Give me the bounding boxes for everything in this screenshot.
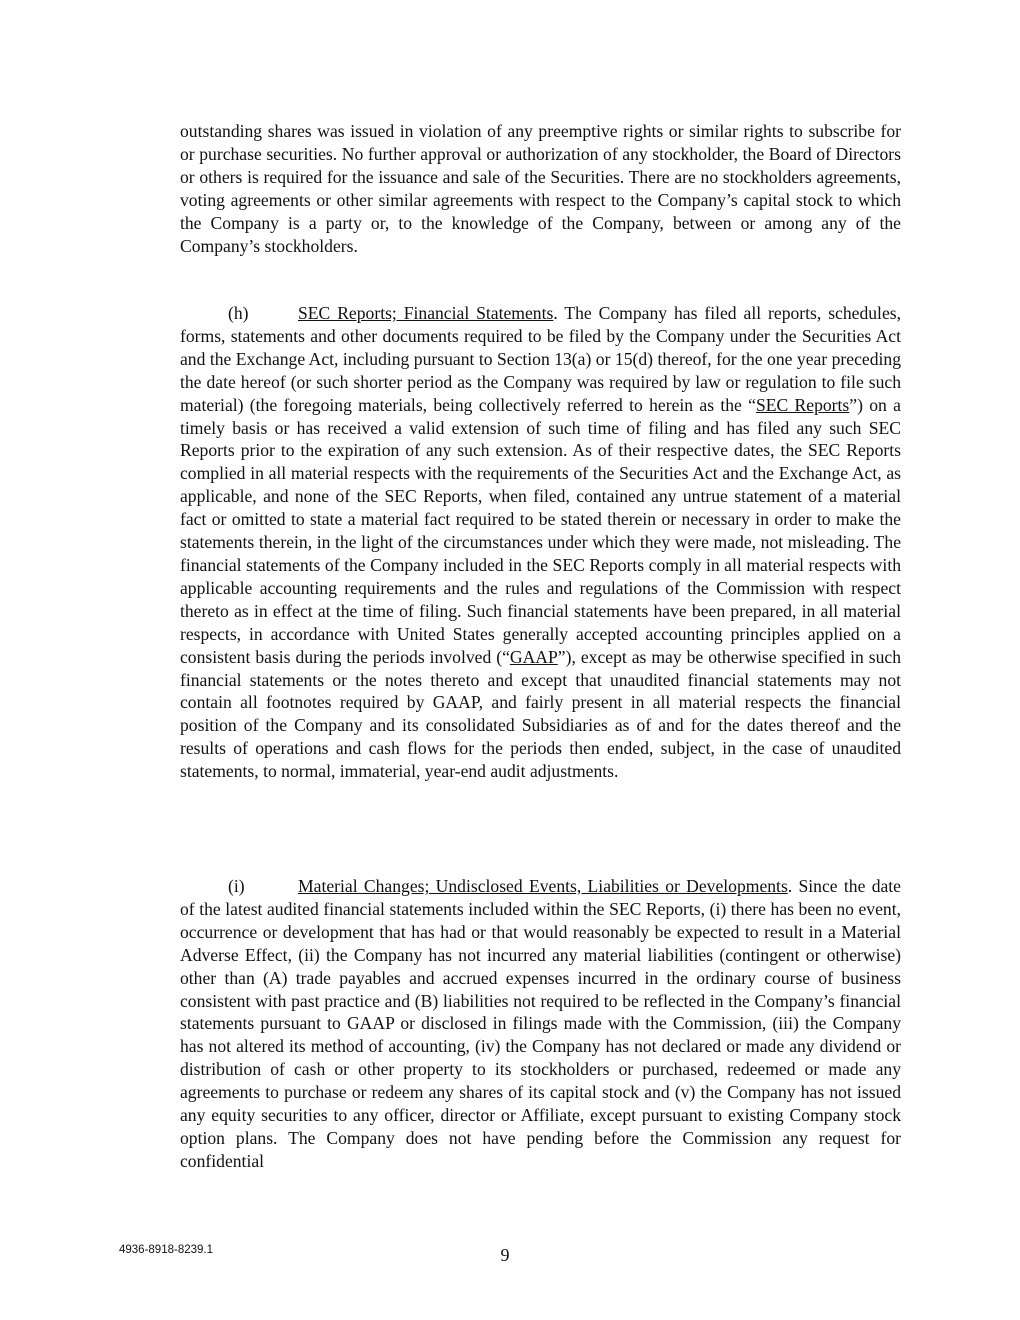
- paragraph-text: outstanding shares was issued in violation of any preemptive rights or similar rights to subscribe for or purchase securities. No further approval or authorization of any stockholder, the Board of Directors or others is required for the issuance and sale of the Securities. There are no stockholders agreements, voting agreements or other similar agreements with respect to the Company’s capital stock to which the Company is a party or, to the knowledge of the Company, between or among any of the Company’s stockholders.: [180, 121, 901, 256]
- section-i-paragraph: [180, 875, 901, 1173]
- section-h-text-c: ”), except as may be otherwise specified in such financial statements or the notes thereto and except that unaudited financial statements may not contain all footnotes required by GAAP, and fairly present in all material respects the financial position of the Company and its consolidated Subsidiaries as of and for the dates thereof and the results of operations and cash flows for the periods then ended, subject, in the case of unaudited statements, to normal, immaterial, year-end audit adjustments.: [180, 646, 901, 782]
- section-i-label: (i): [228, 876, 245, 896]
- document-id: 4936-8918-8239.1: [119, 1244, 213, 1256]
- page-number: 9: [500, 1245, 510, 1265]
- defined-term-gaap: GAAP: [509, 646, 558, 667]
- section-i-text: . Since the date of the latest audited financial statements included within the SEC Reports, (i) there has been no event, occurrence or development that has had or that would reasonably be expected to result in a Material Adverse Effect, (ii) the Company has not incurred any material liabilities (contingent or otherwise) other than (A) trade payables and accrued expenses incurred in the ordinary course of business consistent with past practice and (B) liabilities not required to be reflected in the Company’s financial statements pursuant to GAAP or disclosed in filings made with the Commission, (iii) the Company has not altered its method of accounting, (iv) the Company has not declared or made any dividend or distribution of cash or other property to its stockholders or purchased, redeemed or made any agreements to purchase or redeem any shares of its capital stock and (v) the Company has not issued any equity securities to any officer, director or Affiliate, except pursuant to existing Company stock option plans. The Company does not have pending before the Commission any request for confidential: [180, 876, 901, 1171]
- section-h-paragraph: [180, 302, 901, 783]
- defined-term-sec-reports: SEC Reports: [755, 394, 850, 415]
- section-h-heading: SEC Reports; Financial Statements: [298, 303, 554, 323]
- section-i-heading: Material Changes; Undisclosed Events, Liabilities or Developments: [298, 876, 788, 896]
- section-h-label: (h): [228, 303, 249, 323]
- section-h-text-a: . The Company has filed all reports, schedules, forms, statements and other documents required to be filed by the Company under the Securities Act and the Exchange Act, including pursuant to Section 13(a) or 15(d) thereof, for the one year preceding the date hereof (or such shorter period as the Company was required by law or regulation to file such material) (the foregoing materials, being collectively referred to herein as the “: [180, 303, 901, 415]
- paragraph-continuation: [180, 120, 901, 257]
- section-h-text-b: ”) on a timely basis or has received a valid extension of such time of filing and has filed any such SEC Reports prior to the expiration of any such extension. As of their respective dates, the SEC Reports complied in all material respects with the requirements of the Securities Act and the Exchange Act, as applicable, and none of the SEC Reports, when filed, contained any untrue statement of a material fact or omitted to state a material fact required to be stated therein or necessary in order to make the statements therein, in the light of the circumstances under which they were made, not misleading. The financial statements of the Company included in the SEC Reports comply in all material respects with applicable accounting requirements and the rules and regulations of the Commission with respect thereto as in effect at the time of filing. Such financial statements have been prepared, in all material respects, in accordance with United States generally accepted accounting principles applied on a consistent basis during the periods involved (“: [180, 394, 901, 667]
